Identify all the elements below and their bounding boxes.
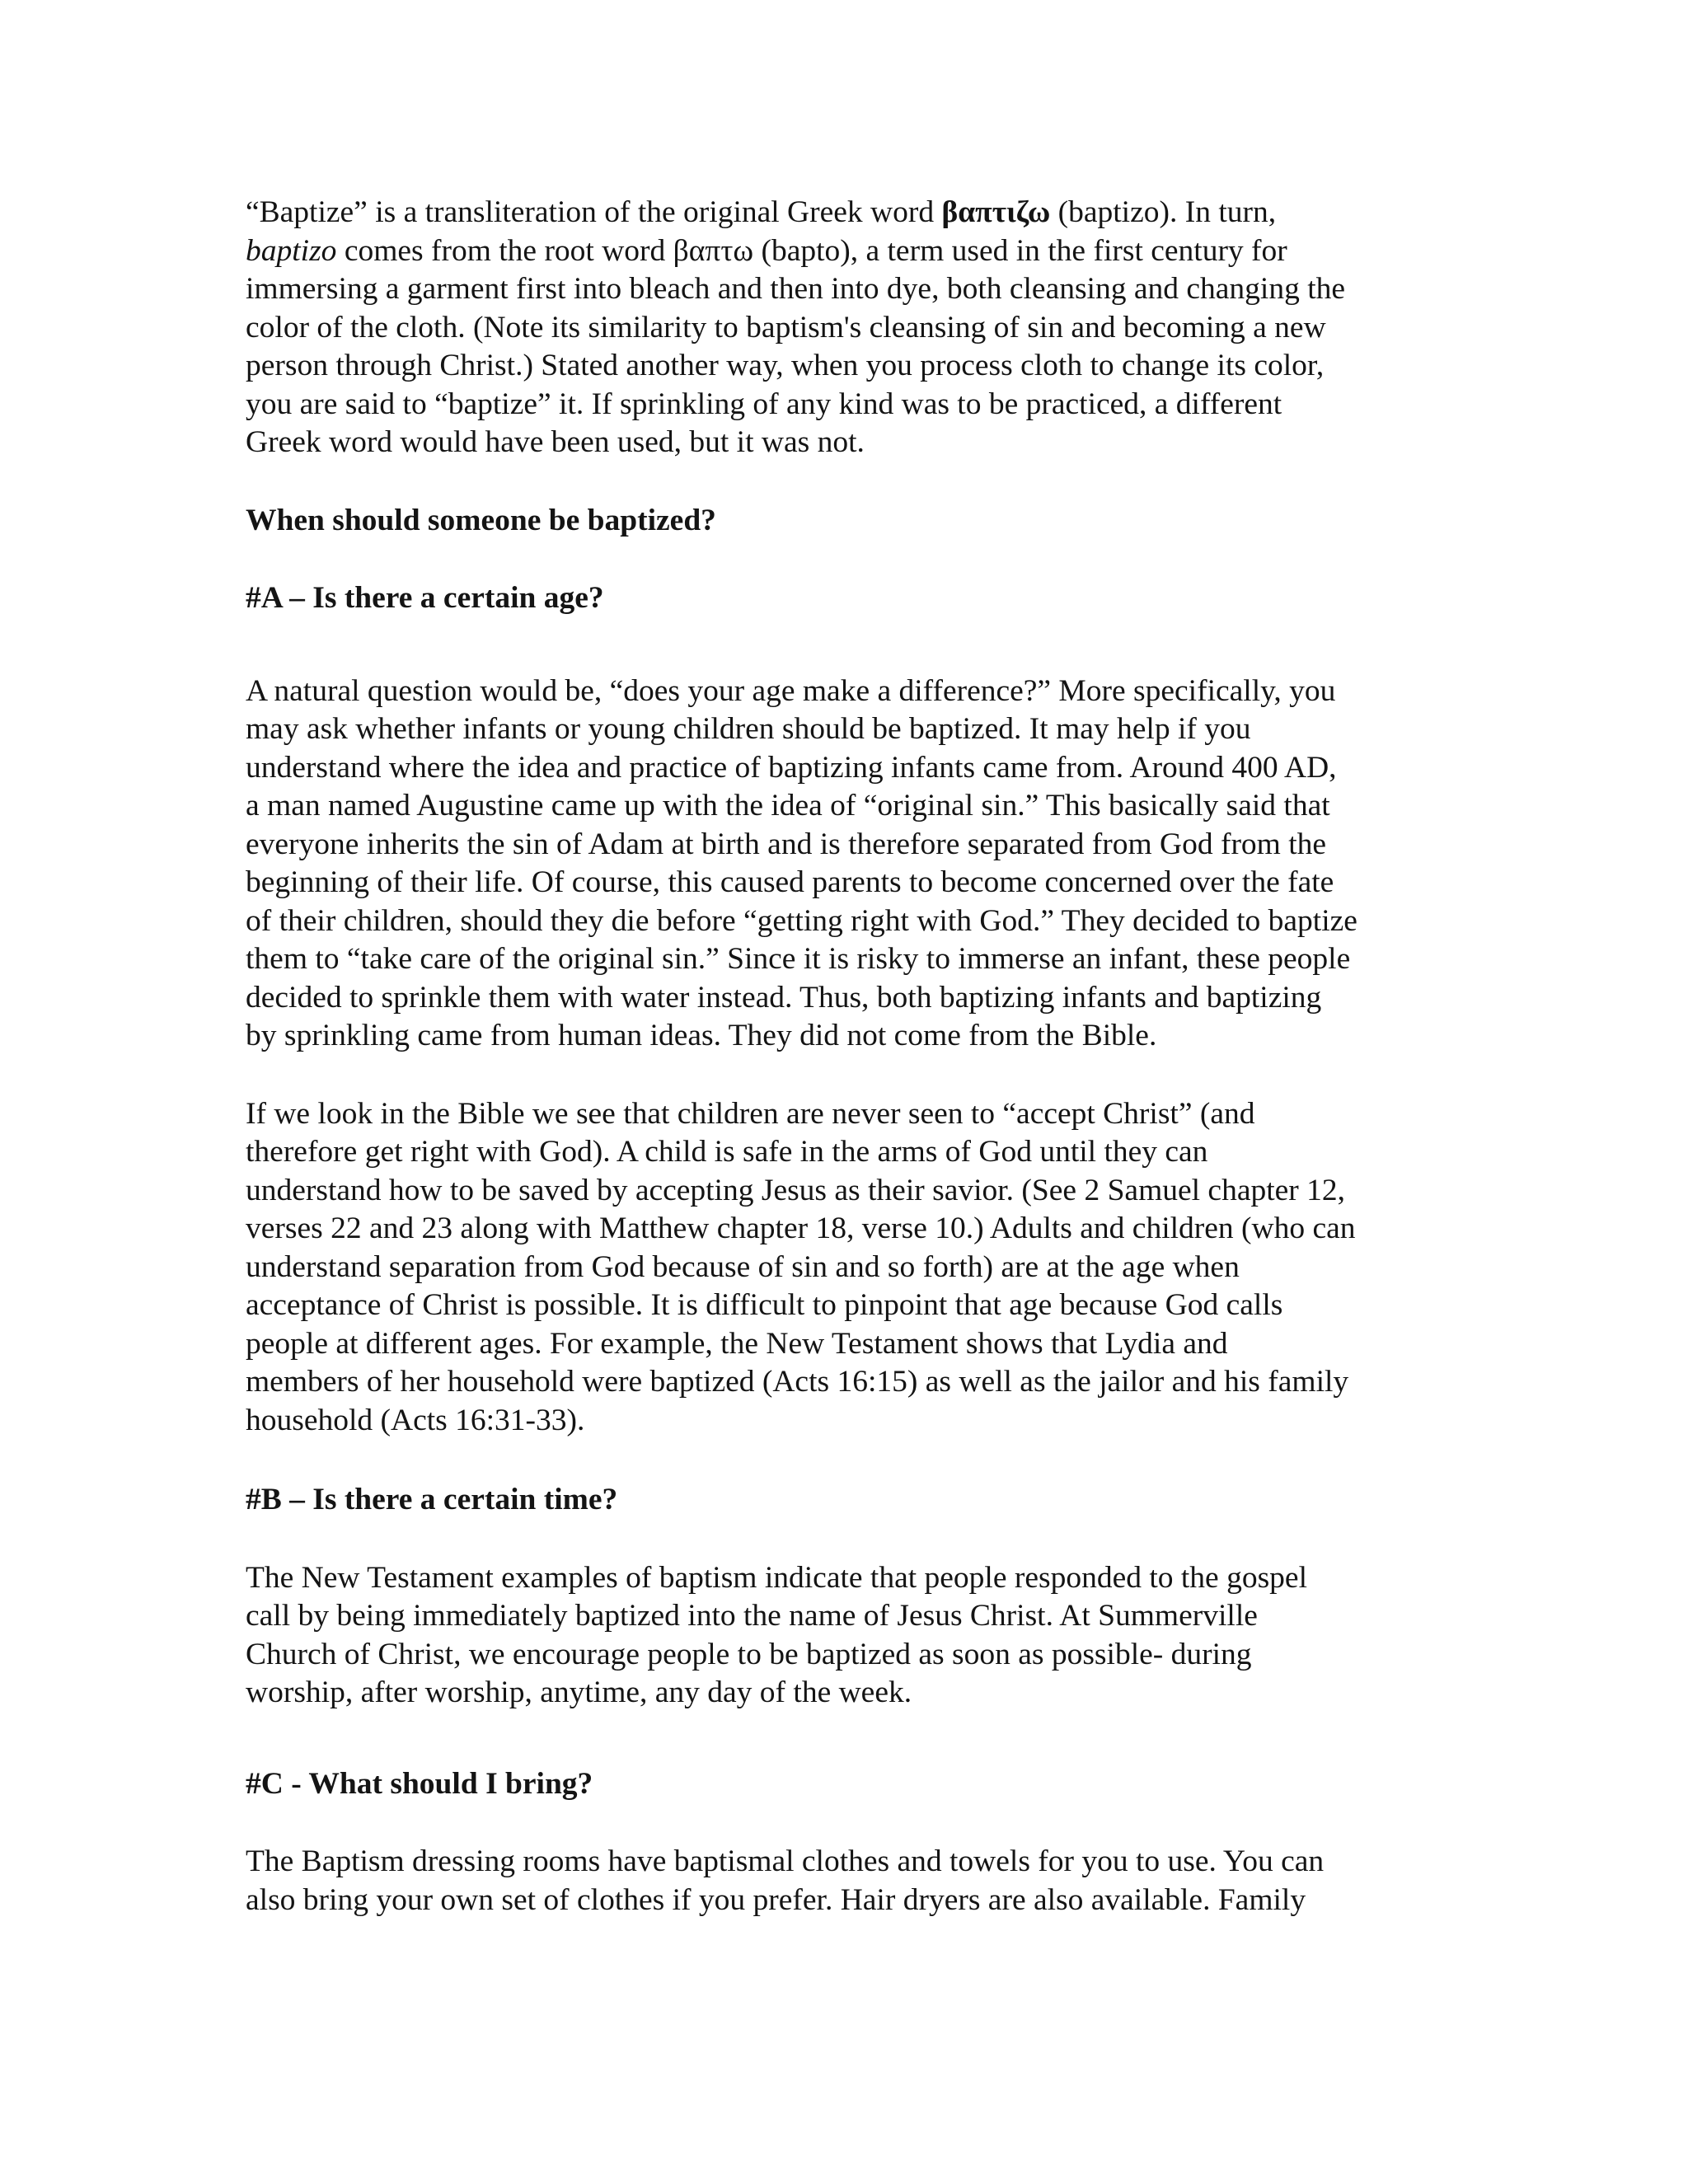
paragraph-line: acceptance of Christ is possible. It is difficult to pinpoint that age because God calls (246, 1288, 1283, 1322)
paragraph-line: may ask whether infants or young children should be baptized. It may help if you (246, 712, 1251, 746)
paragraph-line: people at different ages. For example, the New Testament shows that Lydia and (246, 1326, 1228, 1361)
paragraph-line: understand separation from God because of sin and so forth) are at the age when (246, 1249, 1240, 1284)
paragraph-line: by sprinkling came from human ideas. They did not come from the Bible. (246, 1019, 1157, 1052)
paragraph-line: household (Acts 16:31-33). (246, 1403, 585, 1437)
paragraph-line: If we look in the Bible we see that children are never seen to “accept Christ” (and (246, 1096, 1255, 1131)
age-paragraph-1 (246, 673, 1449, 1056)
bring-paragraph (246, 1843, 1449, 1919)
intro-line-7: Greek word would have been used, but it was not. (246, 425, 865, 459)
paragraph-line: members of her household were baptized (Acts 16:15) as well as the jailor and his family (246, 1365, 1349, 1399)
intro-line-5: person through Christ.) Stated another way, when you process cloth to change its color, (246, 349, 1325, 382)
paragraph-line: everyone inherits the sin of Adam at birth and is therefore separated from God from the (246, 827, 1327, 861)
document-body (246, 194, 1449, 1919)
paragraph-line: them to “take care of the original sin.” Since it is risky to immerse an infant, these people (246, 942, 1351, 976)
heading-certain-age: #A – Is there a certain age? (246, 581, 604, 615)
heading-what-to-bring: #C - What should I bring? (246, 1766, 593, 1801)
intro-line-1: “Baptize” is a transliteration of the original Greek word βαπτιζω (baptizo). In turn, (246, 195, 1277, 229)
paragraph-line: Church of Christ, we encourage people to be baptized as soon as possible- during (246, 1637, 1252, 1671)
intro-line-2: baptizo comes from the root word βαπτω (bapto), a term used in the first century for (246, 233, 1287, 268)
intro-line-6: you are said to “baptize” it. If sprinkling of any kind was to be practiced, a different (246, 387, 1282, 421)
paragraph-line: therefore get right with God). A child is safe in the arms of God until they can (246, 1135, 1208, 1169)
paragraph-line: also bring your own set of clothes if you prefer. Hair dryers are also available. Family (246, 1882, 1306, 1917)
baptizo-italic: baptizo (246, 233, 337, 268)
paragraph-line: of their children, should they die before “getting right with God.” They decided to baptize (246, 903, 1357, 938)
paragraph-line: understand where the idea and practice of baptizing infants came from. Around 400 AD, (246, 750, 1337, 785)
intro-paragraph (246, 194, 1449, 462)
intro-line-4: color of the cloth. (Note its similarity to baptism's cleansing of sin and becoming a new (246, 310, 1326, 344)
paragraph-line: A natural question would be, “does your age make a difference?” More specifically, you (246, 673, 1336, 708)
paragraph-line: a man named Augustine came up with the idea of “original sin.” This basically said that (246, 789, 1330, 823)
paragraph-line: The New Testament examples of baptism indicate that people responded to the gospel (246, 1560, 1307, 1595)
heading-when-baptized: When should someone be baptized? (246, 503, 716, 537)
paragraph-line: The Baptism dressing rooms have baptismal clothes and towels for you to use. You can (246, 1844, 1325, 1878)
intro-line-3: immersing a garment first into bleach and then into dye, both cleansing and changing the (246, 272, 1346, 306)
paragraph-line: decided to sprinkle them with water instead. Thus, both baptizing infants and baptizing (246, 980, 1322, 1015)
paragraph-line: call by being immediately baptized into the name of Jesus Christ. At Summerville (246, 1599, 1258, 1633)
paragraph-line: beginning of their life. Of course, this caused parents to become concerned over the fate (246, 865, 1334, 899)
time-paragraph (246, 1559, 1449, 1713)
greek-word-baptizo: βαπτιζω (941, 195, 1051, 229)
paragraph-line: understand how to be saved by accepting Jesus as their savior. (See 2 Samuel chapter 12, (246, 1173, 1346, 1207)
paragraph-line: verses 22 and 23 along with Matthew chapter 18, verse 10.) Adults and children (who can (246, 1212, 1356, 1245)
heading-certain-time: #B – Is there a certain time? (246, 1483, 618, 1516)
age-paragraph-2 (246, 1095, 1449, 1441)
paragraph-line: worship, after worship, anytime, any day of the week. (246, 1675, 912, 1709)
